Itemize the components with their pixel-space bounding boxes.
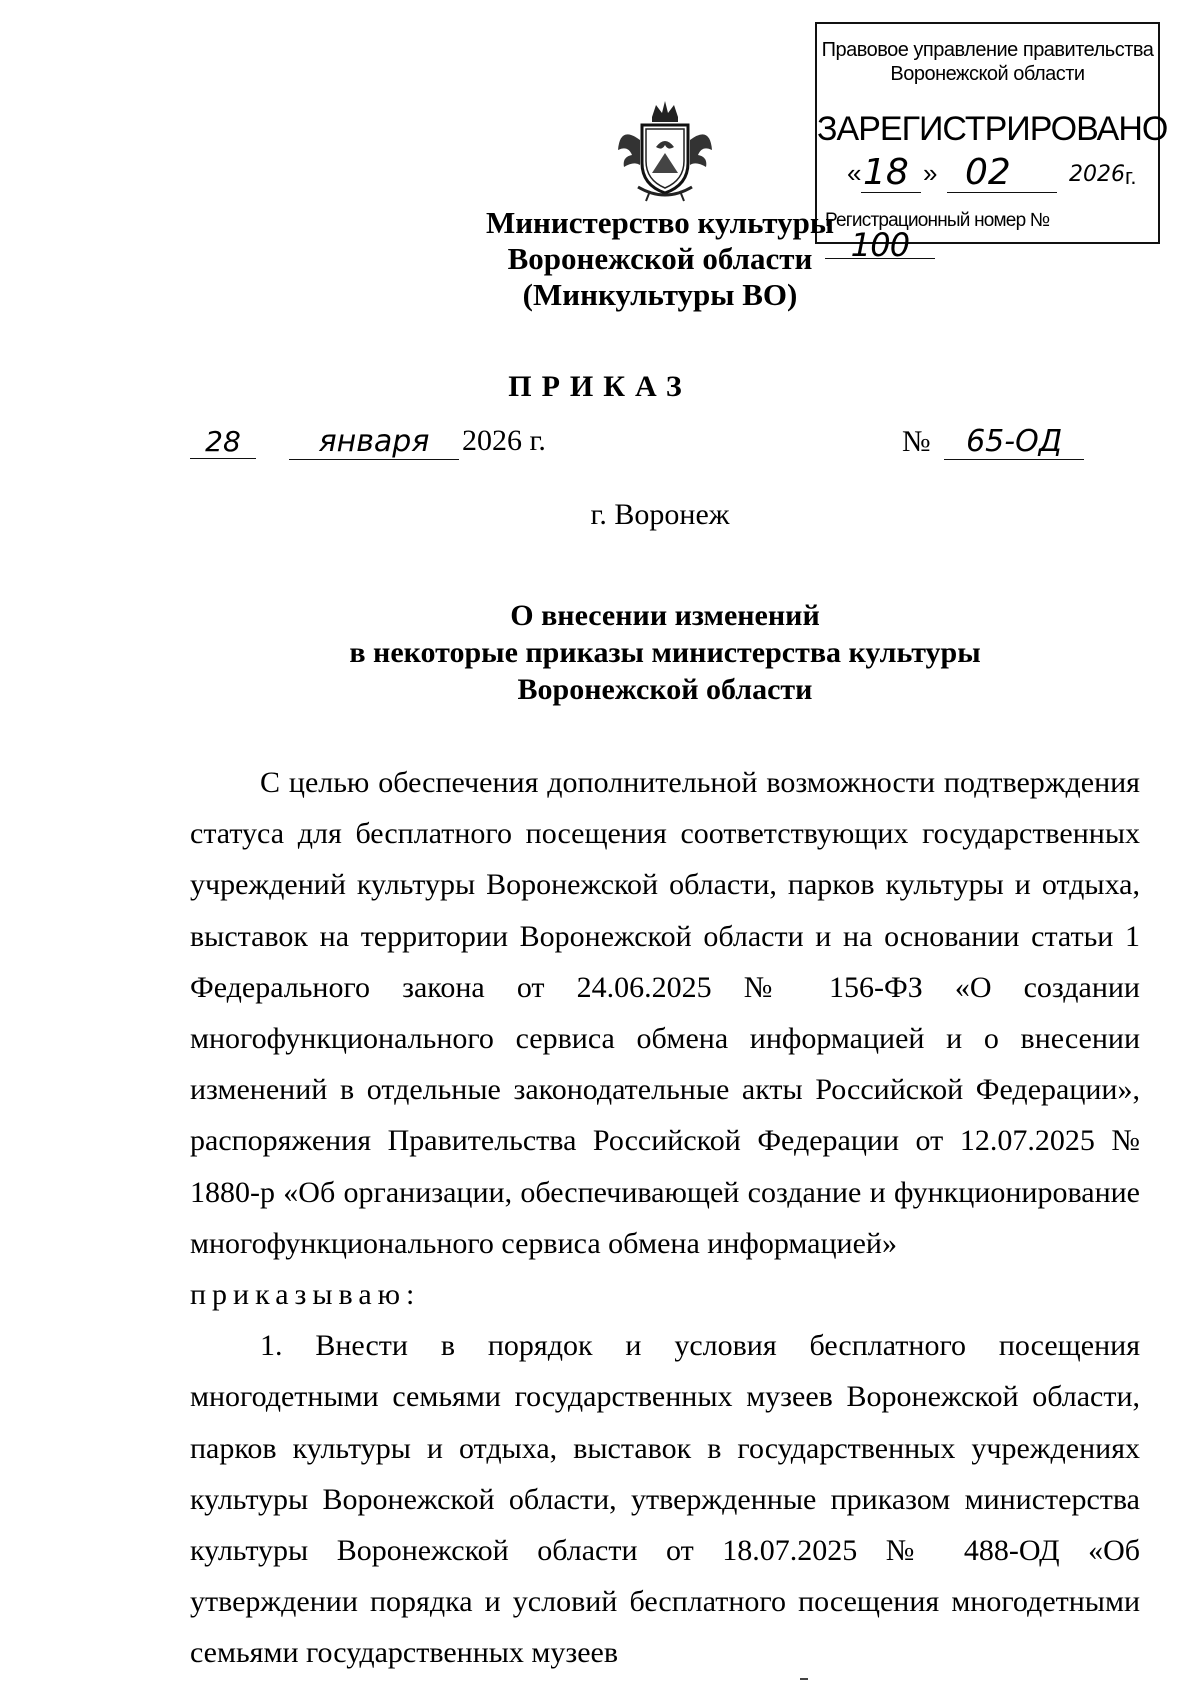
order-number [902,424,1084,460]
stamp-line2: Воронежской области [890,63,1085,85]
stamp-year: 2026 [1069,162,1125,187]
ministry-name [380,205,940,313]
scan-mark [800,1678,808,1680]
stamp-header [817,38,1158,86]
order-date [190,424,490,460]
stamp-registered: ЗАРЕГИСТРИРОВАНО [817,110,1168,148]
order-word: приказываю: [190,1278,421,1312]
preamble-paragraph: С целью обеспечения дополнительной возможности подтверждения статуса для бесплатного посещения соответствующих государственных учреждений культуры Воронежской области, парков культуры и отдыха, выставок на территории Воронежской области и на основании статьи 1 Федерального закона от 24.06.2025 № 156-ФЗ «О создании многофункционального сервиса обмена информацией и о внесении изменений в отдельные законодательные акты Российской Федерации», распоряжения Правительства Российской Федерации от 12.07.2025 № 1880-р «Об организации, обеспечивающей создание и функционирование многофункционального сервиса обмена информацией» [190,766,1140,1260]
order-number-value: 65-ОД [944,424,1084,460]
order-subject [0,597,1200,708]
order-month: января [289,424,459,460]
order-year: 2026 г. [462,424,546,457]
stamp-line1: Правовое управление правительства [821,39,1154,61]
subject-line1: О внесении изменений [510,599,820,632]
stamp-month: 02 [965,152,1011,193]
ministry-line2: Воронежской области [507,241,813,276]
document-type: ПРИКАЗ [508,370,692,403]
ministry-line3: (Минкультуры ВО) [522,277,798,312]
ministry-line1: Министерство культуры [485,205,835,240]
stamp-reg-number-value: 100 [825,232,935,259]
order-number-label: № [902,425,931,458]
item-1-paragraph: 1. Внести в порядок и условия бесплатного посещения многодетными семьями государственных музеев Воронежской области, парков культуры и отдыха, выставок в государственных учреждениях культуры Воронежской области, утвержденные приказом министерства культуры Воронежской области от 18.07.2025 № 488-ОД «Об утверждении порядка и условий бесплатного посещения многодетными семьями государственных музеев [190,1329,1140,1670]
stamp-reg-number-label: Регистрационный номер № [825,210,1050,231]
subject-line2: в некоторые приказы министерства культуры [349,636,981,669]
order-body [190,757,1140,1679]
order-city: г. Воронеж [590,498,730,531]
subject-line3: Воронежской области [517,673,813,706]
stamp-year-suffix: г. [1125,164,1137,189]
stamp-date: « 18 » 02 2026 г. [847,152,1137,193]
order-day: 28 [190,425,256,459]
coat-of-arms-emblem [610,95,720,205]
stamp-day: 18 [863,152,909,193]
